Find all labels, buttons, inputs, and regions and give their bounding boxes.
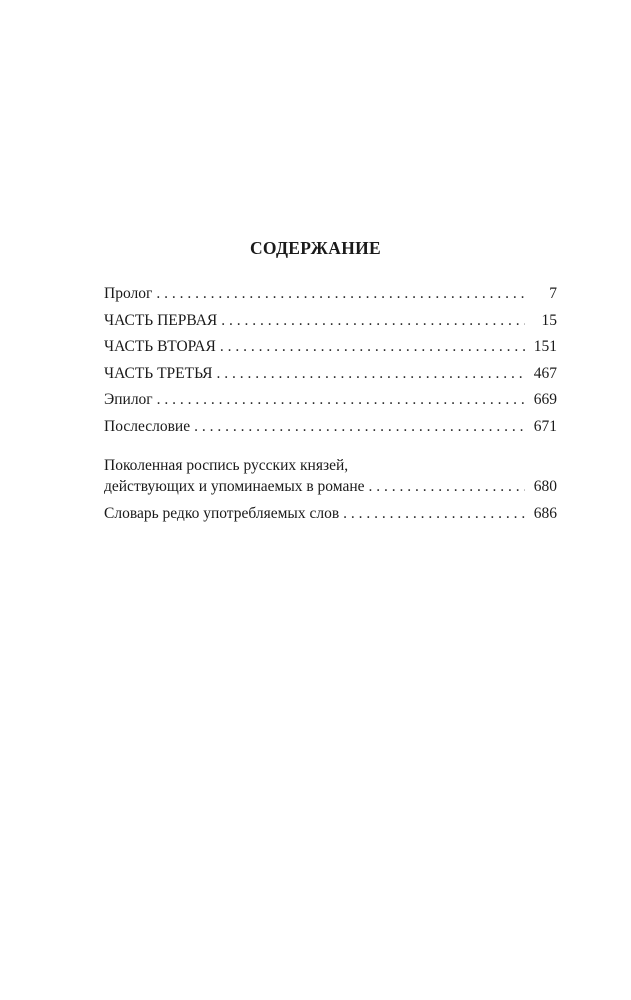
toc-entry-part-two [104, 338, 557, 365]
toc-entry-page: 151 [533, 338, 557, 355]
dot-leader [369, 478, 525, 496]
toc-entry-label: Послесловие [104, 417, 191, 435]
toc-entry-label: Эпилог [104, 391, 153, 408]
toc-entry-prologue [104, 285, 557, 312]
toc-entry-part-three [104, 365, 557, 392]
toc-entry-label: ЧАСТЬ ВТОРАЯ [104, 338, 216, 355]
dot-leader [217, 365, 525, 383]
toc-entry-label: ЧАСТЬ ТРЕТЬЯ [104, 364, 213, 382]
toc-entry-label-line2: действующих и упоминаемых в романе [104, 478, 365, 495]
table-of-contents [104, 285, 557, 531]
toc-entry-page: 680 [533, 478, 557, 495]
toc-entry-genealogy [104, 457, 557, 505]
toc-entry-epilogue [104, 391, 557, 418]
dot-leader [343, 505, 525, 523]
toc-entry-page: 15 [541, 311, 557, 329]
toc-entry-part-one [104, 312, 557, 339]
dot-leader [221, 312, 525, 330]
dot-leader [156, 285, 525, 303]
toc-entry-page: 686 [533, 504, 557, 522]
toc-entry-label-line1: Поколенная роспись русских князей, [104, 457, 349, 474]
toc-entry-label: ЧАСТЬ ПЕРВАЯ [104, 311, 218, 329]
toc-entry-page: 467 [533, 364, 557, 382]
toc-title: СОДЕРЖАНИЕ [249, 238, 381, 258]
dot-leader [157, 391, 525, 409]
toc-entry-page: 671 [533, 417, 557, 435]
toc-entry-genealogy-line2 [104, 478, 557, 505]
toc-entry-label: Пролог [104, 285, 153, 302]
dot-leader [220, 338, 525, 356]
toc-entry-label: Словарь редко употребляемых слов [104, 504, 340, 522]
dot-leader [194, 418, 525, 436]
toc-entry-afterword [104, 418, 557, 445]
toc-entry-page: 7 [549, 285, 557, 302]
toc-entry-glossary [104, 505, 557, 532]
toc-entry-page: 669 [533, 391, 557, 408]
